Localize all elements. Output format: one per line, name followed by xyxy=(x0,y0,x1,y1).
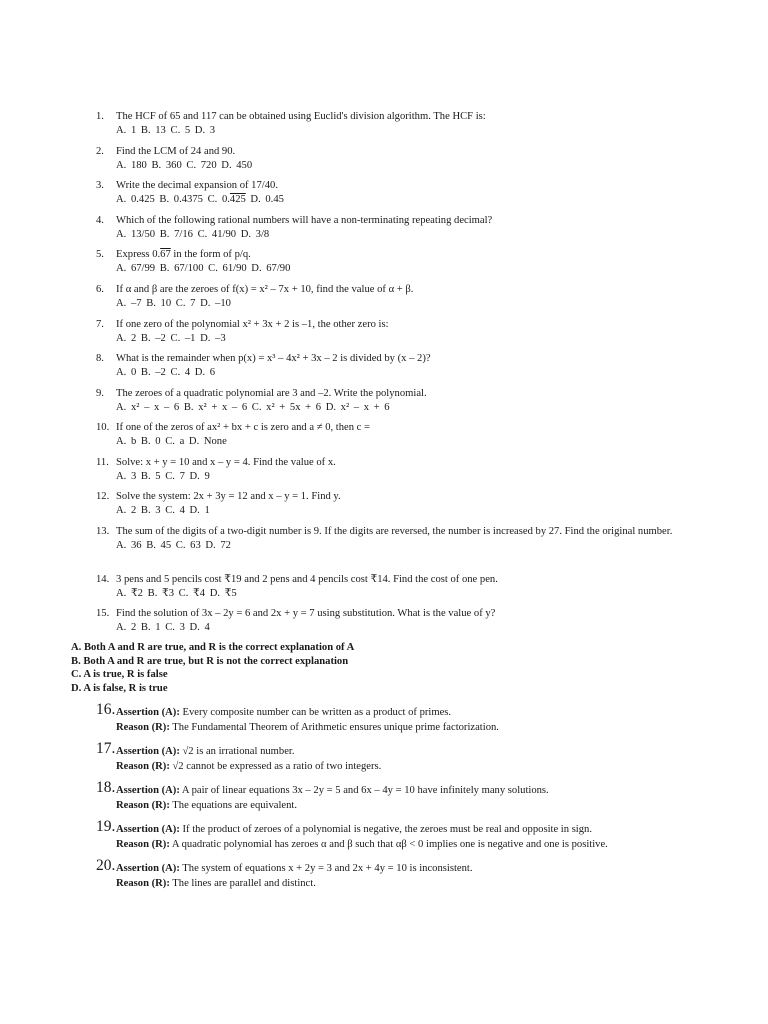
reason-label: Reason (R): xyxy=(116,760,170,772)
ar-option-a: A. Both A and R are true, and R is the correct explanation of A xyxy=(71,642,355,653)
question-body xyxy=(116,525,676,552)
question-text-part: If one zero of the polynomial x² + 3x + 2 is –1, the other zero is: xyxy=(116,319,389,330)
question-text xyxy=(116,574,498,585)
question-text xyxy=(116,608,495,619)
assertion-reason-item xyxy=(96,779,696,813)
assertion-reason-item xyxy=(96,740,696,774)
question-text-part: Solve: x + y = 10 and x – y = 4. Find the value of x. xyxy=(116,457,336,468)
question-body xyxy=(116,607,676,634)
question-body xyxy=(116,421,676,448)
assertion-text: √2 is an irrational number. xyxy=(179,746,295,757)
repeating-digits: 425 xyxy=(229,193,246,205)
question-text xyxy=(116,215,492,226)
options-text: A. 0.425 B. 0.4375 C. 0. xyxy=(116,193,230,205)
question-number: 18. xyxy=(96,779,116,796)
question-text xyxy=(116,111,486,122)
question-text xyxy=(116,146,235,157)
question-number: 16. xyxy=(96,701,116,718)
assertion-label: Assertion (A): xyxy=(116,746,180,757)
question-item xyxy=(96,525,676,552)
options-text: A. 2 B. –2 C. –1 D. –3 xyxy=(116,332,226,344)
assertion-reason-item xyxy=(96,701,696,735)
question-number: 4. xyxy=(96,215,104,226)
assertion-label: Assertion (A): xyxy=(116,707,180,718)
options-text: D. 0.45 xyxy=(245,193,284,205)
options-text: A. x² – x – 6 B. x² + x – 6 C. x² + 5x + 6 D. x² – x + 6 xyxy=(116,401,390,413)
question-number: 17. xyxy=(96,740,116,757)
question-text-part: Write the decimal expansion of 17/40. xyxy=(116,180,278,191)
options-text: A. 36 B. 45 C. 63 D. 72 xyxy=(116,539,231,551)
question-text xyxy=(116,249,251,260)
question-options xyxy=(116,262,676,276)
question-options xyxy=(116,504,676,518)
assertion-label: Assertion (A): xyxy=(116,785,180,796)
question-number: 15. xyxy=(96,608,110,619)
options-text: A. 180 B. 360 C. 720 D. 450 xyxy=(116,159,253,171)
question-text-part: Find the solution of 3x – 2y = 6 and 2x + y = 7 using substitution. What is the value of y? xyxy=(116,608,496,619)
question-body xyxy=(116,283,676,310)
reason-line xyxy=(116,760,696,775)
question-options xyxy=(116,124,676,138)
reason-text: The lines are parallel and distinct. xyxy=(169,877,316,889)
question-body xyxy=(116,214,676,241)
question-options xyxy=(116,435,676,449)
question-text xyxy=(116,180,278,191)
question-text-part: 3 pens and 5 pencils cost ₹19 and 2 pens and 4 pencils cost ₹14. Find the cost of one pen. xyxy=(116,574,498,585)
assertion-line xyxy=(116,862,696,877)
assertion-label: Assertion (A): xyxy=(116,824,180,835)
question-number: 12. xyxy=(96,491,110,502)
options-text: A. 0 B. –2 C. 4 D. 6 xyxy=(116,366,216,378)
question-options xyxy=(116,332,676,346)
question-text-part: Which of the following rational numbers will have a non-terminating repeating decimal? xyxy=(116,215,493,226)
reason-text: √2 cannot be expressed as a ratio of two integers. xyxy=(169,760,382,772)
question-number: 3. xyxy=(96,180,104,191)
question-body xyxy=(116,352,676,379)
question-options xyxy=(116,539,676,553)
ar-option-c: C. A is true, R is false xyxy=(71,669,168,681)
reason-label: Reason (R): xyxy=(116,838,170,850)
options-text: A. 3 B. 5 C. 7 D. 9 xyxy=(116,470,210,482)
question-item xyxy=(96,318,676,345)
question-number: 20. xyxy=(96,857,116,874)
question-text xyxy=(116,319,389,330)
question-body xyxy=(116,248,676,275)
question-item xyxy=(96,490,676,517)
assertion-text: If the product of zeroes of a polynomial is negative, the zeroes must be real and opposite in sign. xyxy=(179,824,592,835)
question-text-part: If one of the zeros of ax² + bx + c is zero and a ≠ 0, then c = xyxy=(116,422,371,433)
question-number: 8. xyxy=(96,353,104,364)
question-text xyxy=(116,284,413,295)
question-options xyxy=(116,297,676,311)
question-body xyxy=(116,145,676,172)
options-text: A. 1 B. 13 C. 5 D. 3 xyxy=(116,124,216,136)
options-text: A. –7 B. 10 C. 7 D. –10 xyxy=(116,297,231,309)
reason-label: Reason (R): xyxy=(116,799,170,811)
question-item xyxy=(96,352,676,379)
question-options xyxy=(116,228,676,242)
question-item xyxy=(96,573,676,600)
question-item xyxy=(96,145,676,172)
options-text: A. b B. 0 C. a D. None xyxy=(116,435,227,447)
question-text-part: Solve the system: 2x + 3y = 12 and x – y = 1. Find y. xyxy=(116,491,341,502)
question-text-part: The HCF of 65 and 117 can be obtained using Euclid's division algorithm. The HCF is: xyxy=(116,111,486,122)
assertion-text: A pair of linear equations 3x – 2y = 5 and 6x – 4y = 10 have infinitely many solutions. xyxy=(179,785,549,796)
question-body xyxy=(116,745,696,774)
question-body xyxy=(116,823,696,852)
question-text-part: What is the remainder when p(x) = x³ – 4x² + 3x – 2 is divided by (x – 2)? xyxy=(116,353,431,364)
question-number: 19. xyxy=(96,818,116,835)
assertion-line xyxy=(116,745,696,760)
question-options xyxy=(116,159,676,173)
question-item xyxy=(96,214,676,241)
question-body xyxy=(116,490,676,517)
question-item xyxy=(96,456,676,483)
question-number: 10. xyxy=(96,422,110,433)
question-options xyxy=(116,193,676,207)
options-text: A. 2 B. 3 C. 4 D. 1 xyxy=(116,504,210,516)
question-options xyxy=(116,366,676,380)
question-text-part: The sum of the digits of a two-digit number is 9. If the digits are reversed, the number is increased by 27. Find the original number. xyxy=(116,526,673,537)
assertion-label: Assertion (A): xyxy=(116,863,180,874)
assertion-line xyxy=(116,784,696,799)
question-body xyxy=(116,573,676,600)
repeating-digits: 67 xyxy=(160,249,171,260)
question-number: 1. xyxy=(96,111,104,122)
options-text: A. 2 B. 1 C. 3 D. 4 xyxy=(116,621,210,633)
options-text: A. ₹2 B. ₹3 C. ₹4 D. ₹5 xyxy=(116,587,237,599)
assertion-line xyxy=(116,823,696,838)
question-text xyxy=(116,388,427,399)
ar-option-b: B. Both A and R are true, but R is not the correct explanation xyxy=(71,655,349,667)
question-body xyxy=(116,110,676,137)
question-item xyxy=(96,607,676,634)
ar-option-d: D. A is false, R is true xyxy=(71,682,168,694)
options-text: A. 67/99 B. 67/100 C. 61/90 D. 67/90 xyxy=(116,262,291,274)
assertion-text: The system of equations x + 2y = 3 and 2x + 4y = 10 is inconsistent. xyxy=(179,863,473,874)
question-options xyxy=(116,401,676,415)
question-item xyxy=(96,387,676,414)
question-number: 13. xyxy=(96,526,110,537)
assertion-line xyxy=(116,706,696,721)
question-text xyxy=(116,422,370,433)
question-item xyxy=(96,283,676,310)
question-body xyxy=(116,387,676,414)
question-item xyxy=(96,248,676,275)
question-body xyxy=(116,784,696,813)
question-text-part: in the form of p/q. xyxy=(170,249,251,260)
question-number: 9. xyxy=(96,388,104,399)
question-text xyxy=(116,491,341,502)
question-body xyxy=(116,862,696,891)
question-number: 11. xyxy=(96,457,109,468)
assertion-text: Every composite number can be written as a product of primes. xyxy=(179,707,452,718)
question-body xyxy=(116,318,676,345)
question-options xyxy=(116,470,676,484)
question-options xyxy=(116,587,676,601)
question-item xyxy=(96,179,676,206)
reason-line xyxy=(116,721,696,736)
question-body xyxy=(116,706,696,735)
assertion-reason-item xyxy=(96,857,696,891)
question-body xyxy=(116,456,676,483)
question-text-part: Find the LCM of 24 and 90. xyxy=(116,146,236,157)
question-text xyxy=(116,353,431,364)
reason-label: Reason (R): xyxy=(116,877,170,889)
question-number: 5. xyxy=(96,249,104,260)
reason-text: The Fundamental Theorem of Arithmetic ensures unique prime factorization. xyxy=(169,721,499,733)
question-number: 7. xyxy=(96,319,104,330)
question-text-part: If α and β are the zeroes of f(x) = x² – 7x + 10, find the value of α + β. xyxy=(116,284,414,295)
question-item xyxy=(96,421,676,448)
question-options xyxy=(116,621,676,635)
options-text: A. 13/50 B. 7/16 C. 41/90 D. 3/8 xyxy=(116,228,270,240)
reason-line xyxy=(116,799,696,814)
question-text xyxy=(116,526,672,537)
assertion-reason-options xyxy=(71,641,354,695)
question-number: 14. xyxy=(96,574,110,585)
question-item xyxy=(96,110,676,137)
question-text xyxy=(116,457,336,468)
question-number: 6. xyxy=(96,284,104,295)
reason-text: A quadratic polynomial has zeroes α and β such that αβ < 0 implies one is negative and one is positive. xyxy=(169,838,608,850)
reason-text: The equations are equivalent. xyxy=(169,799,298,811)
question-body xyxy=(116,179,676,206)
reason-line xyxy=(116,838,696,853)
question-text-part: The zeroes of a quadratic polynomial are 3 and –2. Write the polynomial. xyxy=(116,388,427,399)
question-number: 2. xyxy=(96,146,104,157)
reason-label: Reason (R): xyxy=(116,721,170,733)
assertion-reason-item xyxy=(96,818,696,852)
reason-line xyxy=(116,877,696,892)
question-text-part: Express 0. xyxy=(116,249,161,260)
